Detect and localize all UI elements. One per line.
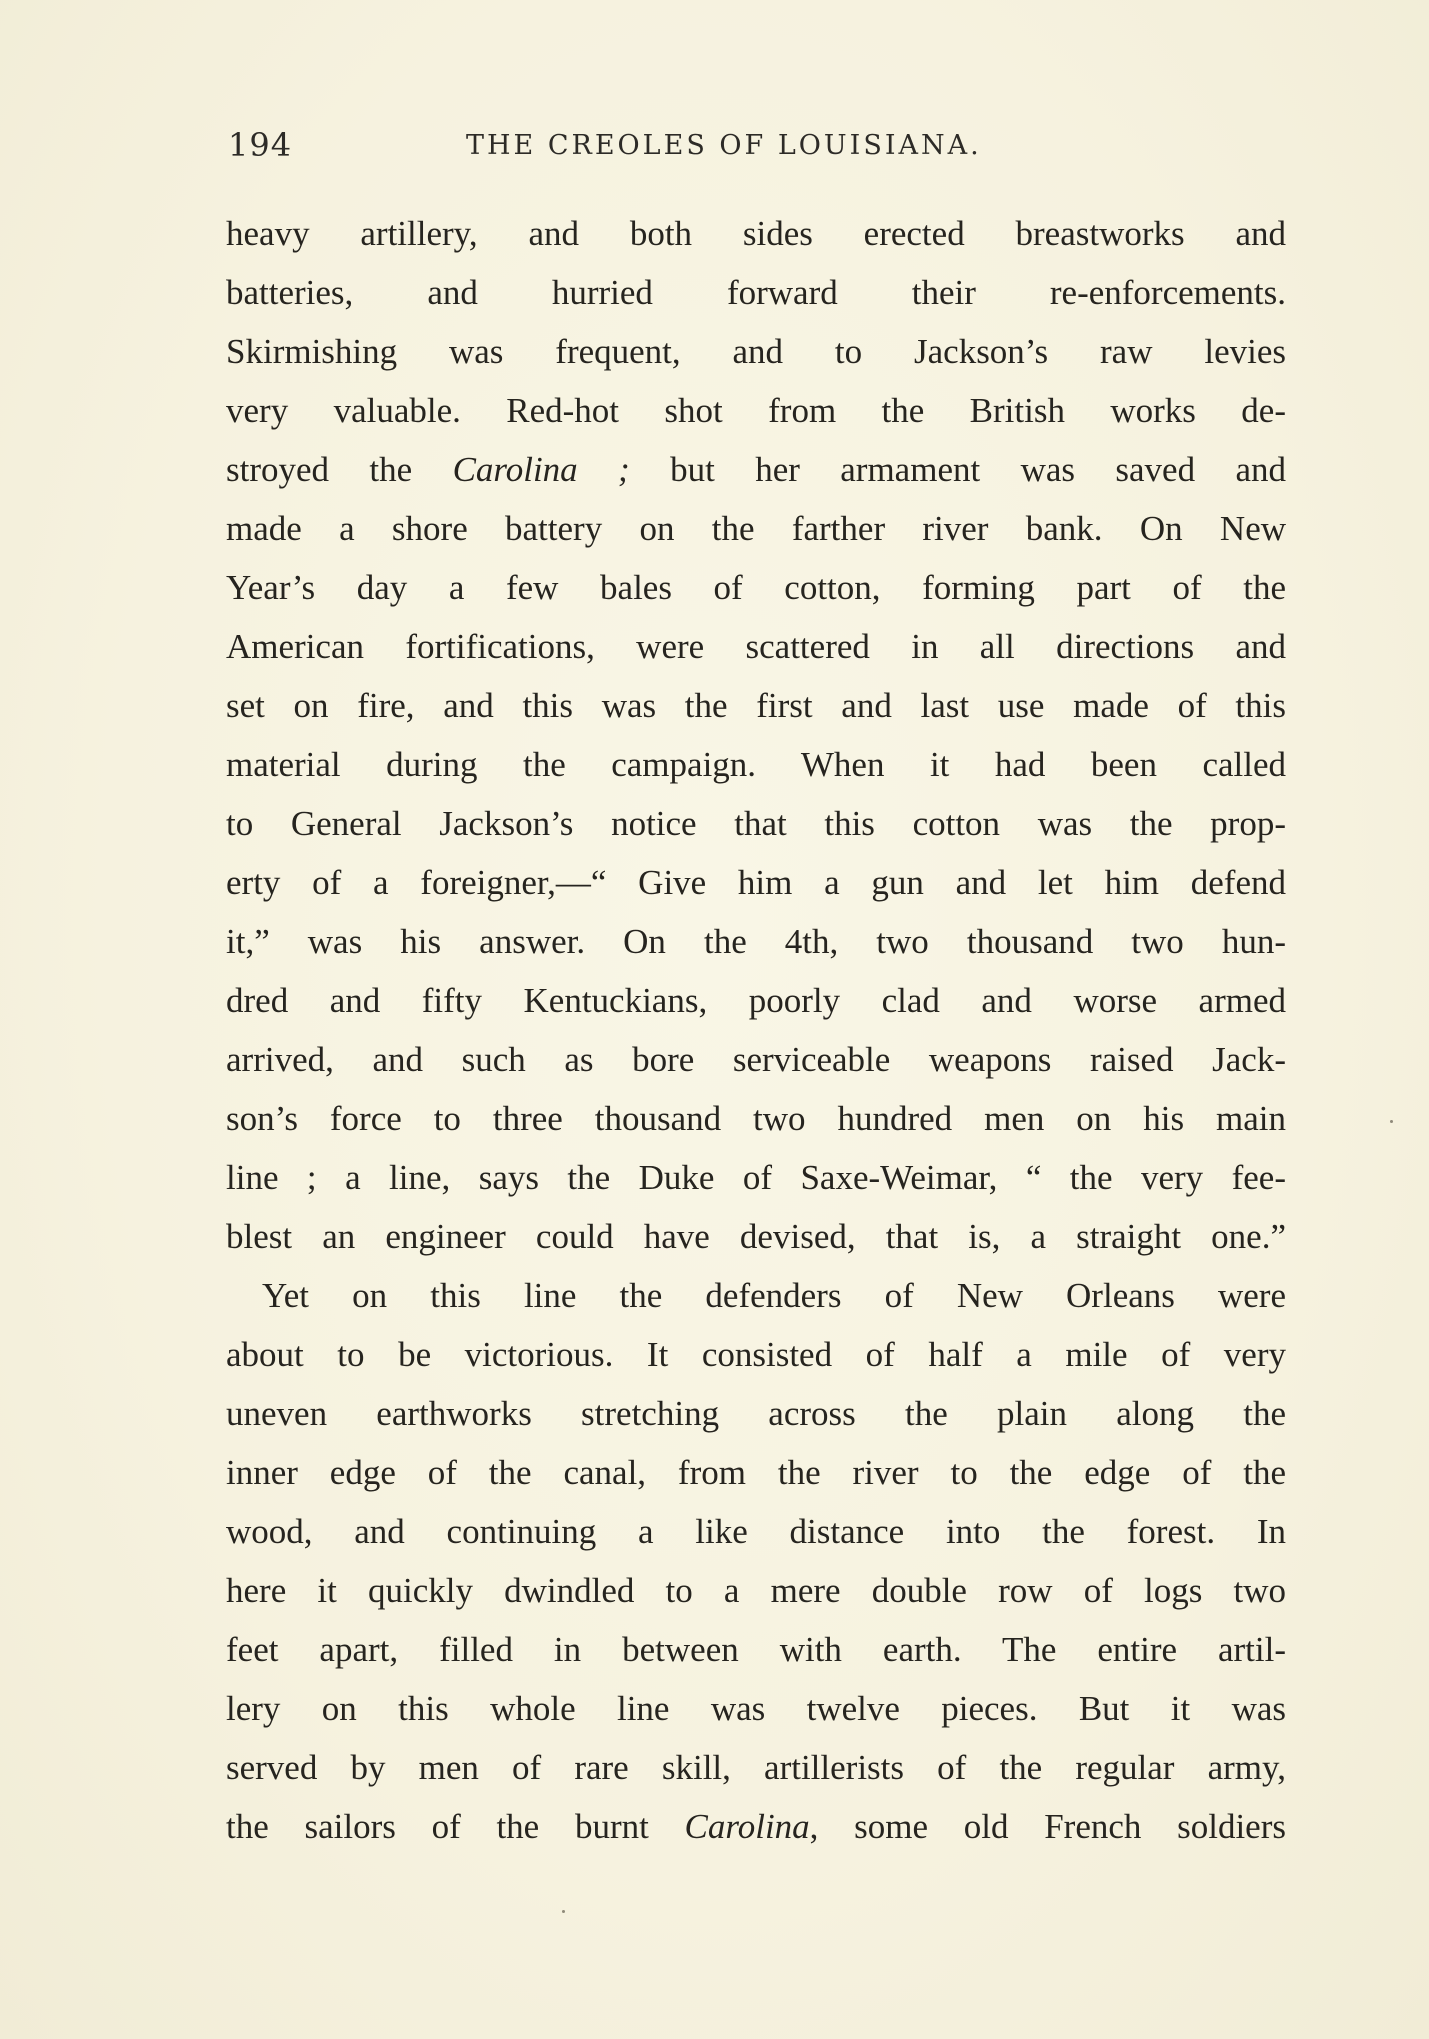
running-title: THE CREOLES OF LOUISIANA.	[466, 130, 982, 161]
text-line: lery on this whole line was twelve pieces. But it was	[226, 1689, 1286, 1728]
text-line: uneven earthworks stretching across the plain along the	[226, 1394, 1286, 1433]
text-line: made a shore battery on the farther river bank. On New	[226, 509, 1286, 548]
page-header	[228, 126, 1286, 176]
page-number: 194	[228, 126, 293, 164]
text-line: dred and fifty Kentuckians, poorly clad and worse armed	[226, 981, 1286, 1020]
ship-name-italic: Carolina	[684, 1807, 810, 1846]
text-line-paragraph-start: Yet on this line the defenders of New Orleans were	[262, 1276, 1286, 1315]
text-line: feet apart, filled in between with earth. The entire artil-	[226, 1630, 1286, 1669]
body-text	[226, 204, 1286, 1856]
text-line: inner edge of the canal, from the river to the edge of the	[226, 1453, 1286, 1492]
text-line: batteries, and hurried forward their re-enforcements.	[226, 273, 1286, 312]
text-line-paragraph-end: blest an engineer could have devised, that is, a straight one.”	[226, 1217, 1286, 1256]
text-line: it,” was his answer. On the 4th, two thousand two hun-	[226, 922, 1286, 961]
text-line: erty of a foreigner,—“ Give him a gun and let him defend	[226, 863, 1286, 902]
text-line: American fortifications, were scattered in all directions and	[226, 627, 1286, 666]
text-line: to General Jackson’s notice that this cotton was the prop-	[226, 804, 1286, 843]
text-line: heavy artillery, and both sides erected breastworks and	[226, 214, 1286, 253]
text-line: about to be victorious. It consisted of half a mile of very	[226, 1335, 1286, 1374]
text-line: Skirmishing was frequent, and to Jackson’s raw levies	[226, 332, 1286, 371]
text-line: here it quickly dwindled to a mere double row of logs two	[226, 1571, 1286, 1610]
text-line: son’s force to three thousand two hundred men on his main	[226, 1099, 1286, 1138]
text-line: Year’s day a few bales of cotton, forming part of the	[226, 568, 1286, 607]
text-line: arrived, and such as bore serviceable weapons raised Jack-	[226, 1040, 1286, 1079]
text-line: served by men of rare skill, artillerists of the regular army,	[226, 1748, 1286, 1787]
text-line: wood, and continuing a like distance into the forest. In	[226, 1512, 1286, 1551]
text-line: set on fire, and this was the first and last use made of this	[226, 686, 1286, 725]
text-line: very valuable. Red-hot shot from the British works de-	[226, 391, 1286, 430]
ship-name-italic: Carolina ;	[452, 450, 630, 489]
paper-speck	[562, 1910, 565, 1913]
text-line: line ; a line, says the Duke of Saxe-Weimar, “ the very fee-	[226, 1158, 1286, 1197]
paper-speck	[1390, 1120, 1393, 1123]
text-line: stroyed the Carolina ; but her armament was saved and	[226, 450, 1286, 489]
text-line: material during the campaign. When it had been called	[226, 745, 1286, 784]
text-line: the sailors of the burnt Carolina, some old French soldiers	[226, 1807, 1286, 1846]
